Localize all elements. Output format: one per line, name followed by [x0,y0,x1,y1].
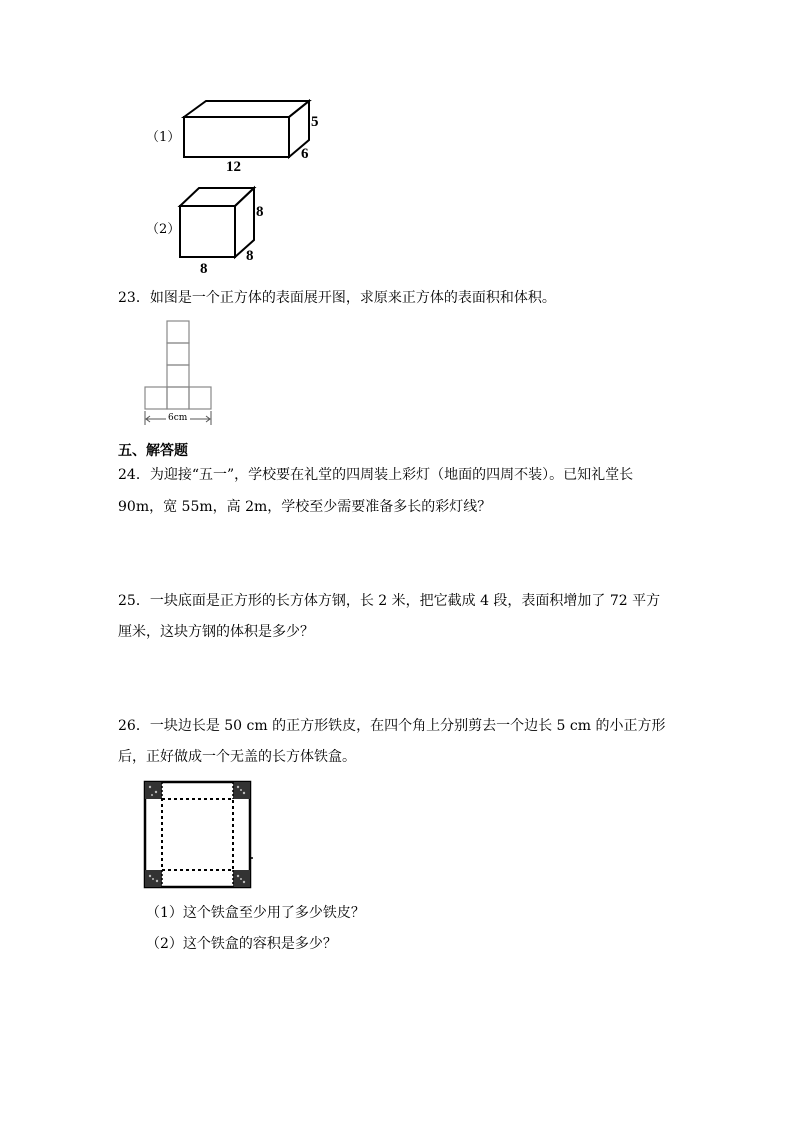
question-23: 23．如图是一个正方体的表面展开图，求原来正方体的表面积和体积。 [118,290,556,306]
question-24-line-1: 24．为迎接“五一”，学校要在礼堂的四周装上彩灯（地面的四周不装）。已知礼堂长 [118,467,634,483]
net-dimension-label: 6cm [168,413,188,423]
question-26-sub-1: （1）这个铁盒至少用了多少铁皮？ [146,905,365,921]
width-label: 6 [301,146,309,162]
question-25-line-1: 25．一块底面是正方形的长方体方钢，长 2 米，把它截成 4 段，表面积增加了 72 平方 [118,593,661,609]
question-26-line-2: 后，正好做成一个无盖的长方体铁盒。 [118,749,356,765]
figure-2-label: （2） [146,222,181,237]
question-26-line-1: 26．一块边长是 50 cm 的正方形铁皮，在四个角上分别剪去一个边长 5 cm 的小正方形 [118,718,666,734]
cube-depth-label: 8 [246,248,254,264]
question-24-line-2: 90m，宽 55m，高 2m，学校至少需要准备多长的彩灯线？ [118,499,492,515]
cube-height-label: 8 [256,204,264,220]
cube-length-label: 8 [200,261,208,277]
question-25-line-2: 厘米，这块方钢的体积是多少？ [118,624,314,640]
length-label: 12 [226,159,241,175]
height-label: 5 [311,114,319,130]
question-26-sub-2: （2）这个铁盒的容积是多少？ [146,936,337,952]
figure-1-label: （1） [146,130,181,145]
section-heading: 五、解答题 [118,443,188,459]
